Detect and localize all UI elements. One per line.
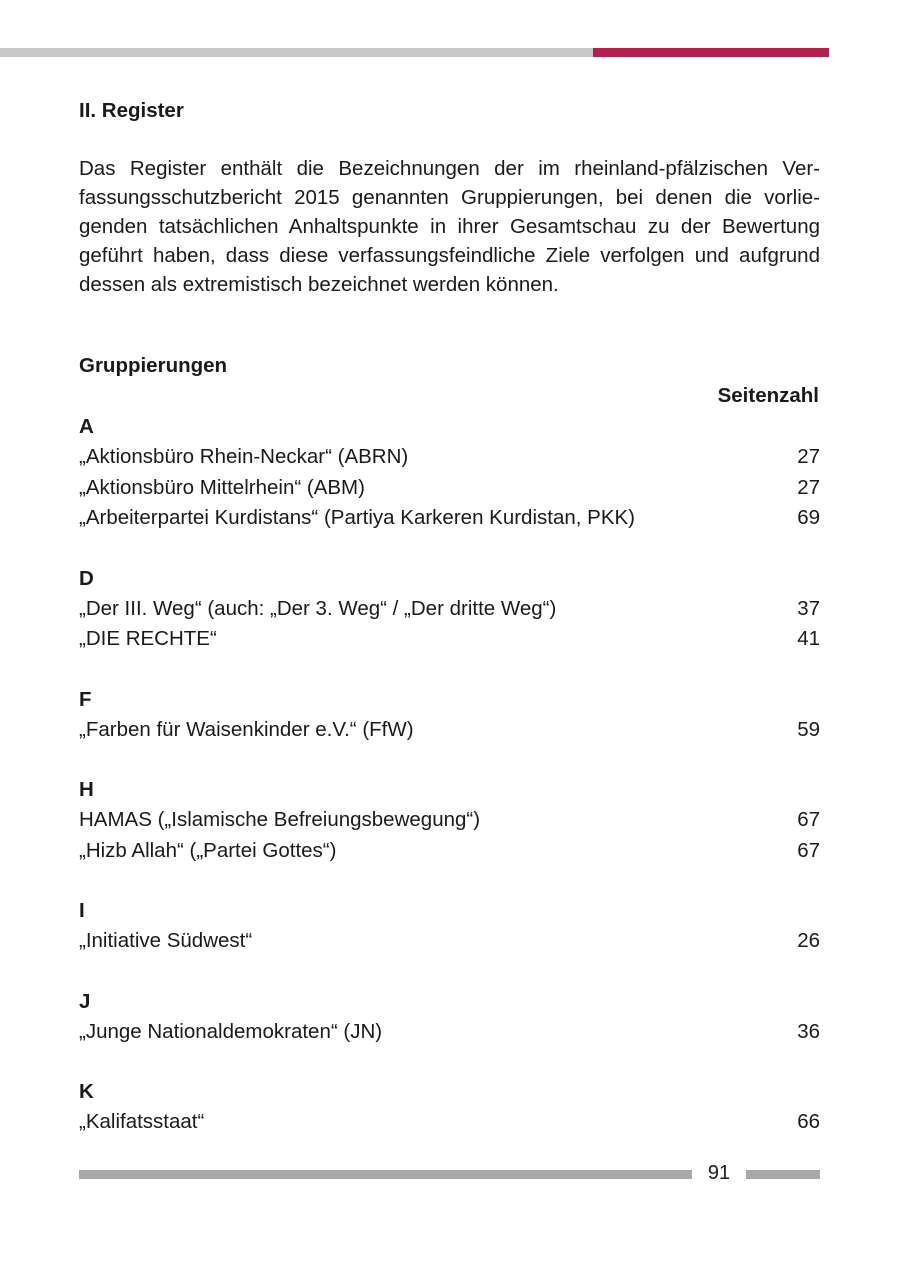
intro-line: genden tatsächlichen Anhaltspunkte in ihrer Gesamtschau zu der Bewertung bbox=[79, 215, 820, 238]
entry-name: „Aktionsbüro Mittelrhein“ (ABM) bbox=[79, 475, 365, 499]
entry-page: 37 bbox=[797, 596, 820, 620]
section-letter: D bbox=[79, 566, 94, 590]
register-section bbox=[79, 775, 820, 866]
section-heading: II. Register bbox=[79, 99, 184, 122]
register-section bbox=[79, 412, 820, 534]
register-section bbox=[79, 564, 820, 655]
entry-page: 67 bbox=[797, 838, 820, 862]
entry-name: „Aktionsbüro Rhein-Neckar“ (ABRN) bbox=[79, 445, 409, 468]
section-letter: I bbox=[79, 899, 85, 922]
entry-name: „Initiative Südwest“ bbox=[79, 929, 253, 952]
entry-name: „Kalifatsstaat“ bbox=[79, 1110, 205, 1133]
register-entry bbox=[79, 442, 820, 473]
entry-page: 66 bbox=[797, 1110, 820, 1133]
register-entry bbox=[79, 473, 820, 504]
register-entry bbox=[79, 1107, 820, 1138]
entry-name: HAMAS („Islamische Befreiungsbewegung“) bbox=[79, 808, 481, 831]
entry-name: „Arbeiterpartei Kurdistans“ (Partiya Karkeren Kurdistan, PKK) bbox=[79, 506, 636, 529]
section-letter: A bbox=[79, 415, 94, 438]
register-entry bbox=[79, 503, 820, 534]
groups-heading: Gruppierungen bbox=[79, 354, 228, 377]
entry-page: 27 bbox=[797, 445, 820, 468]
entry-page: 27 bbox=[797, 475, 820, 499]
register-entry bbox=[79, 624, 820, 655]
section-letter: F bbox=[79, 687, 92, 711]
intro-line: dessen als extremistisch bezeichnet werden können. bbox=[79, 273, 559, 296]
intro-line: fassungsschutzbericht 2015 genannten Gruppierungen, bei denen die vorlie- bbox=[79, 186, 820, 209]
register-section bbox=[79, 1077, 820, 1138]
entry-page: 26 bbox=[797, 929, 820, 952]
footer-rule-left bbox=[79, 1170, 692, 1179]
register-entry bbox=[79, 836, 820, 867]
register-entry bbox=[79, 1017, 820, 1048]
register-section bbox=[79, 987, 820, 1048]
section-letter: H bbox=[79, 778, 94, 801]
intro-line: Das Register enthält die Bezeichnungen der im rheinland-pfälzischen Ver- bbox=[79, 157, 820, 180]
register-entry bbox=[79, 715, 820, 746]
register-entry bbox=[79, 926, 820, 957]
entry-name: „Hizb Allah“ („Partei Gottes“) bbox=[79, 838, 337, 862]
page-column-heading: Seitenzahl bbox=[717, 384, 819, 407]
intro-paragraph bbox=[79, 154, 820, 299]
intro-line: geführt haben, dass diese verfassungsfeindliche Ziele verfolgen und aufgrund bbox=[79, 244, 820, 267]
entry-page: 41 bbox=[797, 627, 820, 650]
register-section bbox=[79, 896, 820, 957]
page-number: 91 bbox=[707, 1162, 731, 1184]
entry-page: 59 bbox=[797, 717, 820, 741]
entry-page: 36 bbox=[797, 1019, 820, 1043]
register-list bbox=[79, 412, 820, 1168]
register-section bbox=[79, 685, 820, 746]
section-letter: K bbox=[79, 1080, 94, 1103]
entry-page: 67 bbox=[797, 808, 820, 831]
header-gray-rule bbox=[0, 48, 593, 57]
register-entry bbox=[79, 805, 820, 836]
register-entry bbox=[79, 594, 820, 625]
entry-page: 69 bbox=[797, 506, 820, 529]
entry-name: „DIE RECHTE“ bbox=[79, 627, 217, 650]
entry-name: „Junge Nationaldemokraten“ (JN) bbox=[79, 1019, 383, 1043]
section-letter: J bbox=[79, 989, 91, 1013]
entry-name: „Der III. Weg“ (auch: „Der 3. Weg“ / „Der dritte Weg“) bbox=[79, 596, 557, 620]
footer-rule-right bbox=[746, 1170, 820, 1179]
header-accent-rule bbox=[593, 48, 829, 57]
entry-name: „Farben für Waisenkinder e.V.“ (FfW) bbox=[79, 717, 414, 741]
